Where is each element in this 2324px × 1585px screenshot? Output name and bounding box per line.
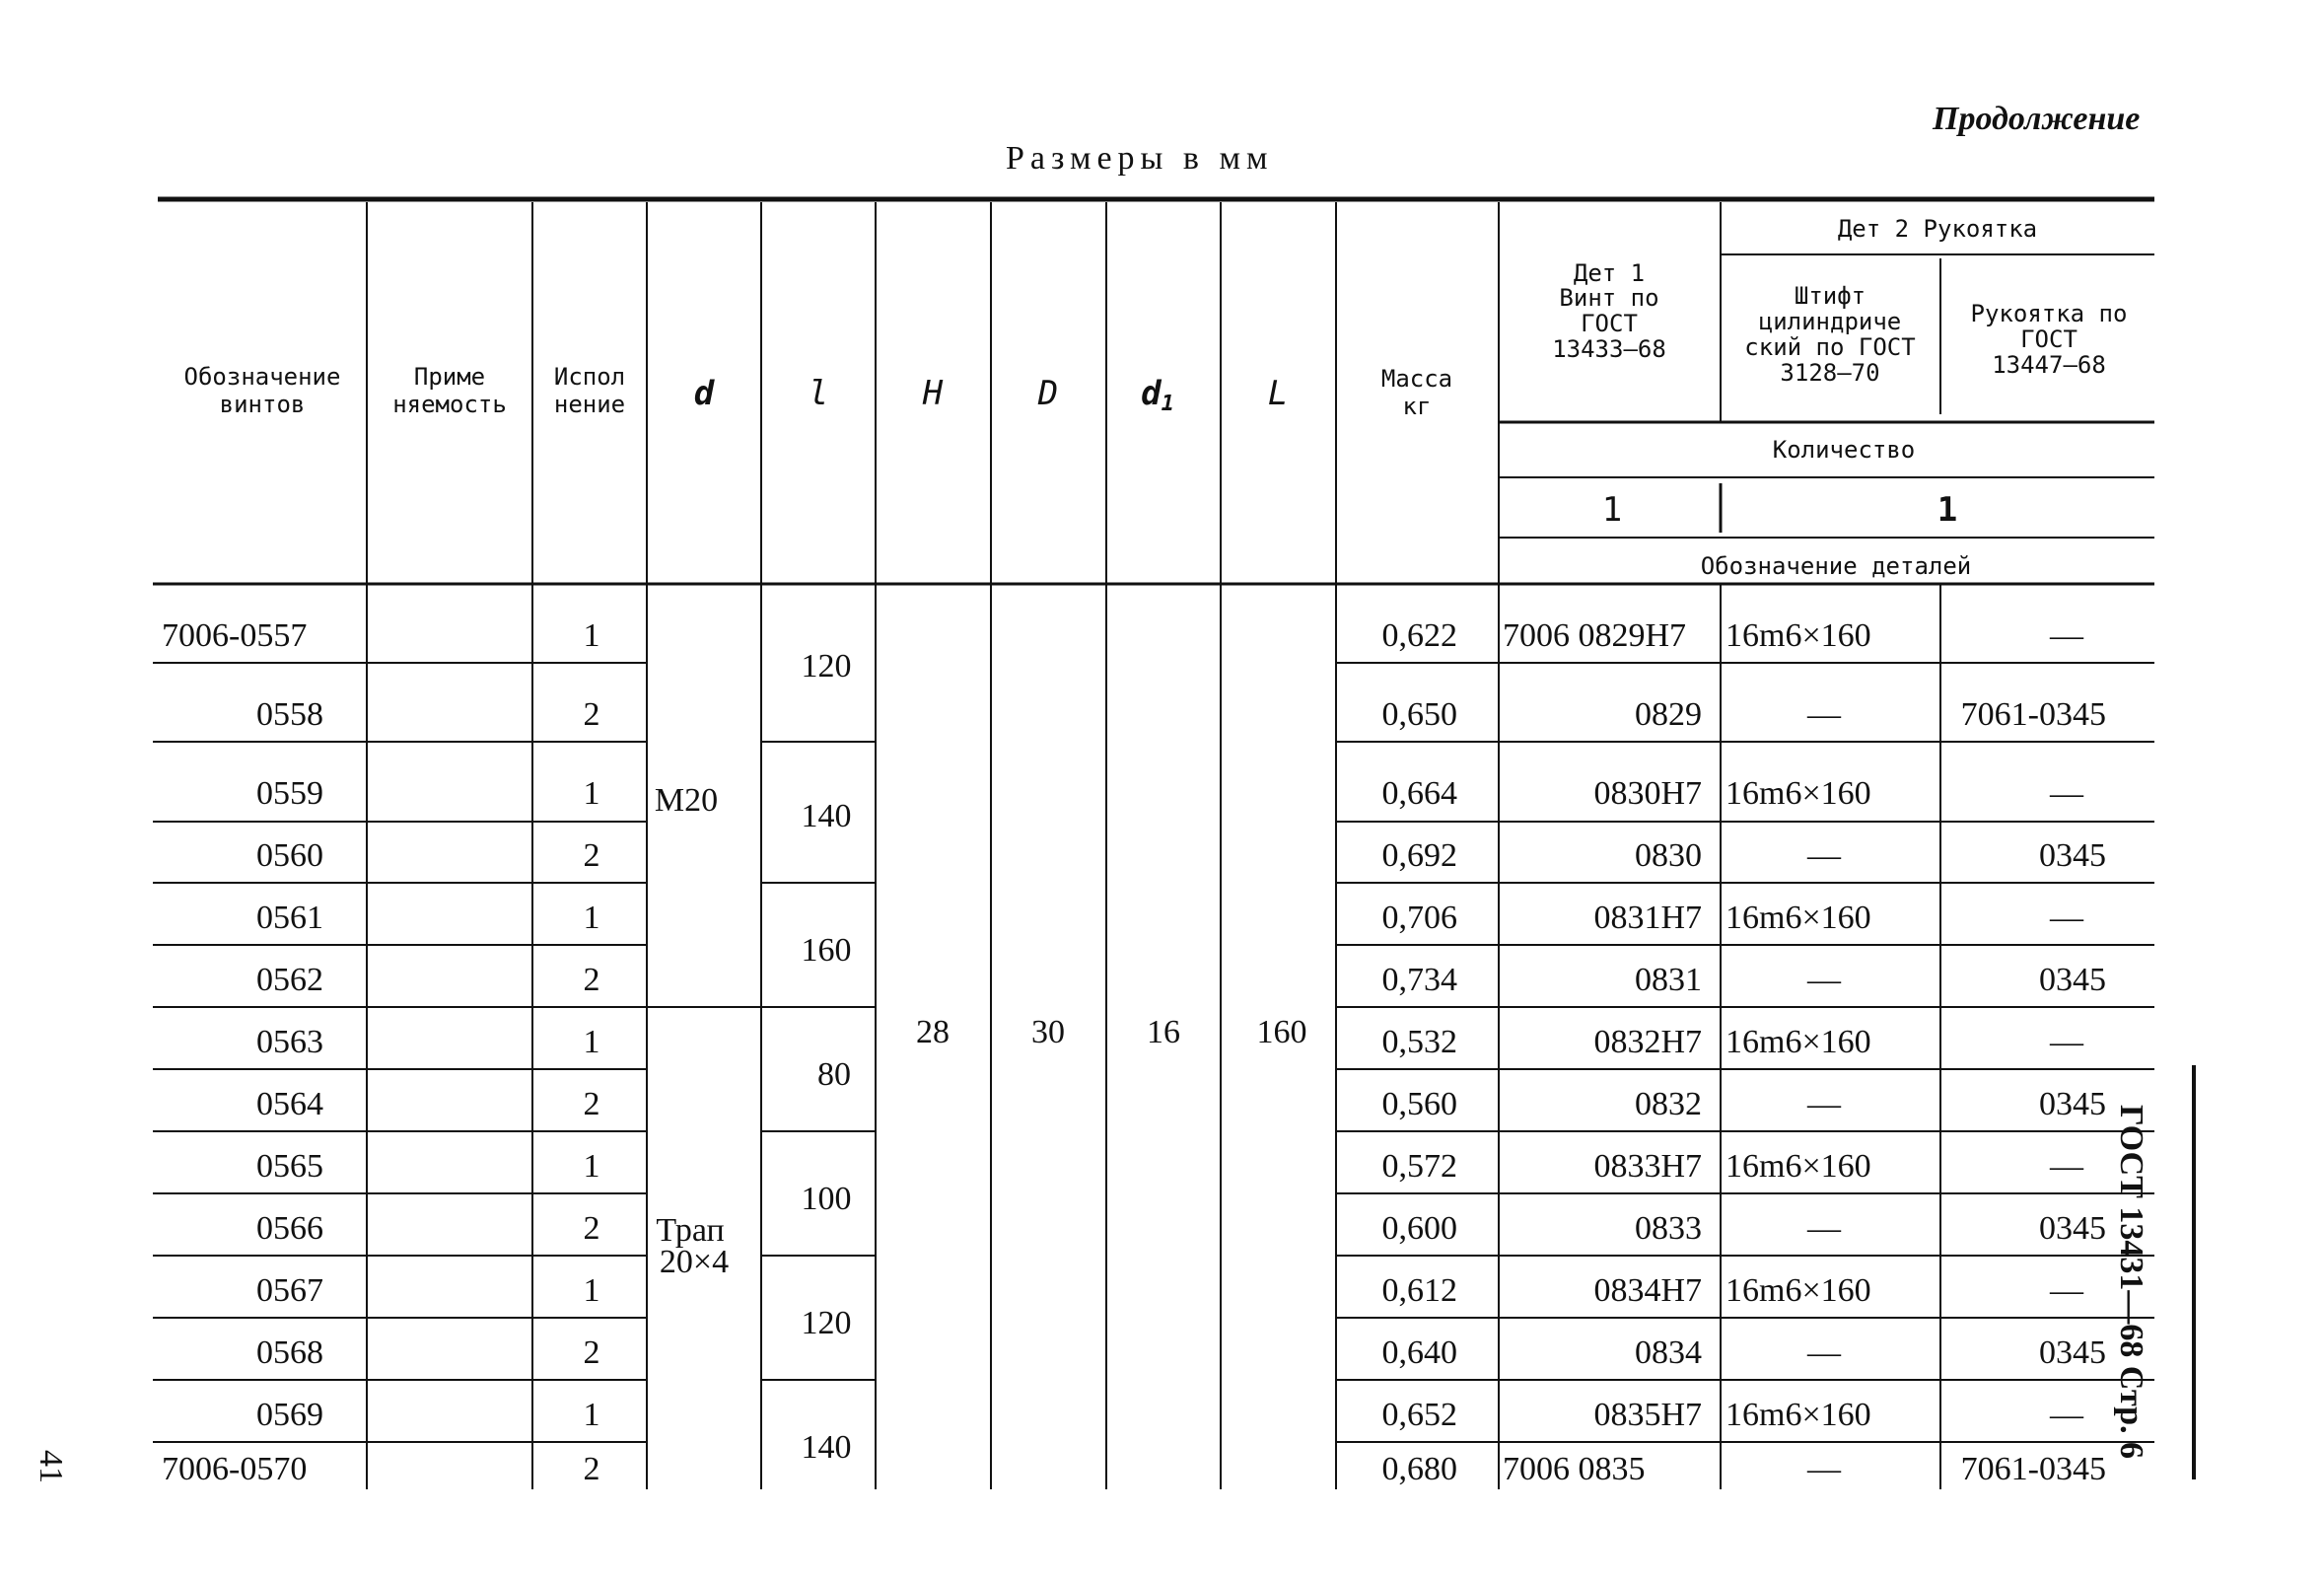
cell-mass: 0,664 (1381, 775, 1457, 812)
table-row (256, 900, 2084, 936)
merged-cells (655, 648, 1307, 1466)
cell-screw: 0832 (1635, 1086, 1702, 1122)
header-pin-line4: 3128—70 (1780, 359, 1880, 387)
cell-mass: 0,640 (1381, 1334, 1457, 1371)
cell-designation: 7006-0557 (162, 617, 308, 654)
cell-version: 1 (583, 1397, 600, 1433)
cell-pin: — (1807, 696, 1841, 733)
cell-handle: 0345 (2039, 1334, 2106, 1371)
d-m20: М20 (654, 782, 719, 819)
table-row (256, 837, 2106, 874)
cell-designation: 0558 (256, 696, 323, 733)
l-value-3: 160 (801, 932, 852, 969)
cell-mass: 0,532 (1381, 1024, 1457, 1060)
header-part-designation: Обозначение деталей (1700, 552, 1972, 580)
header-designation-line1: Обозначение (183, 363, 341, 391)
cell-screw: 0830 (1635, 837, 1702, 874)
table-row (256, 962, 2106, 998)
header-quantity: Количество (1772, 436, 1916, 464)
cell-mass: 0,560 (1381, 1086, 1457, 1122)
header-handle-line2: ГОСТ (2020, 325, 2078, 353)
cell-designation: 0560 (256, 837, 323, 874)
cell-screw: 0829 (1635, 696, 1702, 733)
cell-handle: 0345 (2039, 1210, 2106, 1247)
cell-version: 2 (583, 696, 600, 733)
header-handle-line1: Рукоятка по (1970, 300, 2128, 327)
header-part1-line1: Дет 1 (1573, 259, 1646, 287)
cell-handle: 0345 (2039, 1086, 2106, 1122)
cell-pin: — (1807, 1210, 1841, 1247)
header-l: l (808, 374, 829, 413)
cell-handle: — (2050, 1024, 2083, 1060)
continuation-label: Продолжение (1933, 101, 2141, 137)
cell-designation: 0565 (256, 1148, 323, 1185)
cell-screw: 0833 (1635, 1210, 1702, 1247)
cell-pin: 16m6×160 (1725, 1148, 1871, 1185)
standard-side-label: ГОСТ 13431—68 Стр. 6 (2113, 1105, 2149, 1460)
header-H: H (922, 374, 944, 413)
cell-version: 1 (583, 1148, 600, 1185)
cell-pin: 16m6×160 (1725, 900, 1871, 936)
cell-handle: — (2050, 1397, 2083, 1433)
cell-mass: 0,612 (1381, 1272, 1457, 1309)
header-pin-line2: цилиндриче (1758, 308, 1902, 335)
header-mass-line1: Масса (1380, 365, 1453, 393)
cell-mass: 0,734 (1381, 962, 1457, 998)
cell-mass: 0,652 (1381, 1397, 1457, 1433)
cell-designation: 0566 (256, 1210, 323, 1247)
header-qty2: 1 (1937, 490, 1958, 530)
H-value: 28 (916, 1014, 950, 1050)
cell-pin: — (1807, 1451, 1841, 1487)
cell-version: 1 (583, 900, 600, 936)
header-d: d (693, 374, 715, 413)
cell-pin: — (1807, 1334, 1841, 1371)
table-row (256, 1397, 2084, 1433)
cell-pin: 16m6×160 (1725, 617, 1871, 654)
cell-screw: 0833Н7 (1593, 1148, 1702, 1185)
header-pin-line1: Штифт (1794, 282, 1866, 310)
cell-handle: — (2050, 775, 2083, 812)
header-designation-line2: винтов (219, 391, 306, 418)
cell-screw: 0835Н7 (1593, 1397, 1702, 1433)
header-handle-line3: 13447—68 (1992, 351, 2106, 379)
cell-handle: 0345 (2039, 837, 2106, 874)
cell-designation: 0564 (256, 1086, 323, 1122)
cell-designation: 0559 (256, 775, 323, 812)
cell-mass: 0,692 (1381, 837, 1457, 874)
table-row (256, 1334, 2106, 1371)
header-mass-line2: кг (1402, 393, 1432, 420)
units-title: Размеры в мм (1006, 140, 1274, 177)
cell-version: 2 (583, 1451, 600, 1487)
header-part1-line3: ГОСТ (1581, 310, 1638, 337)
cell-pin: 16m6×160 (1725, 1397, 1871, 1433)
cell-screw: 0830Н7 (1593, 775, 1702, 812)
l-value-6: 120 (801, 1305, 852, 1341)
cell-handle: — (2050, 617, 2083, 654)
table-row (162, 617, 2084, 654)
header-part2: Дет 2 Рукоятка (1837, 215, 2038, 243)
table-row (162, 1451, 2106, 1487)
table-row (256, 1272, 2084, 1309)
header-part1-line2: Винт по (1559, 284, 1659, 312)
cell-version: 1 (583, 617, 600, 654)
header-version-line1: Испол (553, 363, 626, 391)
cell-pin: 16m6×160 (1725, 775, 1871, 812)
cell-mass: 0,600 (1381, 1210, 1457, 1247)
cell-designation: 0569 (256, 1397, 323, 1433)
cell-handle: — (2050, 1148, 2083, 1185)
cell-version: 2 (583, 1210, 600, 1247)
cell-version: 1 (583, 1272, 600, 1309)
header-pin-line3: ский по ГОСТ (1744, 333, 1916, 361)
d-trap-line2: 20×4 (659, 1244, 730, 1280)
cell-screw: 0831Н7 (1593, 900, 1702, 936)
table-row (256, 1148, 2084, 1185)
table-header (184, 215, 2128, 580)
D-value: 30 (1031, 1014, 1065, 1050)
l-value-7: 140 (801, 1429, 852, 1466)
cell-designation: 0563 (256, 1024, 323, 1060)
d1-value: 16 (1147, 1014, 1180, 1050)
l-value-5: 100 (801, 1181, 852, 1217)
cell-pin: 16m6×160 (1725, 1024, 1871, 1060)
header-d1: d1 (1141, 374, 1174, 416)
table-row (256, 1086, 2106, 1122)
cell-version: 1 (583, 775, 600, 812)
cell-version: 2 (583, 962, 600, 998)
header-applicability-line2: няемость (392, 391, 507, 418)
cell-pin: 16m6×160 (1725, 1272, 1871, 1309)
cell-pin: — (1807, 962, 1841, 998)
header-part1-line4: 13433—68 (1552, 335, 1666, 363)
cell-designation: 7006-0570 (162, 1451, 308, 1487)
cell-designation: 0562 (256, 962, 323, 998)
d-trap-line1: Трап (656, 1212, 725, 1249)
cell-handle: 7061-0345 (1960, 696, 2106, 733)
header-version-line2: нение (553, 391, 626, 418)
L-value: 160 (1256, 1014, 1307, 1050)
cell-mass: 0,572 (1381, 1148, 1457, 1185)
cell-version: 1 (583, 1024, 600, 1060)
cell-mass: 0,622 (1381, 617, 1457, 654)
cell-screw: 0831 (1635, 962, 1702, 998)
cell-pin: — (1807, 1086, 1841, 1122)
cell-designation: 0561 (256, 900, 323, 936)
cell-pin: — (1807, 837, 1841, 874)
table-row (256, 775, 2084, 812)
header-D: D (1037, 374, 1059, 413)
cell-mass: 0,680 (1381, 1451, 1457, 1487)
cell-mass: 0,706 (1381, 900, 1457, 936)
table-rows (162, 617, 2106, 1487)
cell-version: 2 (583, 1334, 600, 1371)
cell-screw: 7006 0835 (1503, 1451, 1646, 1487)
cell-screw: 7006 0829Н7 (1503, 617, 1687, 654)
header-L: L (1267, 374, 1289, 413)
cell-screw: 0834Н7 (1593, 1272, 1702, 1309)
cell-screw: 0834 (1635, 1334, 1702, 1371)
page-number: 41 (33, 1450, 69, 1483)
cell-designation: 0568 (256, 1334, 323, 1371)
header-qty1: 1 (1601, 490, 1623, 530)
cell-handle: — (2050, 900, 2083, 936)
cell-version: 2 (583, 837, 600, 874)
l-value-1: 120 (801, 648, 852, 684)
l-value-2: 140 (801, 798, 852, 834)
table-row (256, 1210, 2106, 1247)
cell-handle: 0345 (2039, 962, 2106, 998)
header-applicability-line1: Приме (413, 363, 486, 391)
cell-mass: 0,650 (1381, 696, 1457, 733)
cell-screw: 0832Н7 (1593, 1024, 1702, 1060)
l-value-4: 80 (817, 1056, 851, 1093)
cell-handle: 7061-0345 (1960, 1451, 2106, 1487)
cell-version: 2 (583, 1086, 600, 1122)
cell-designation: 0567 (256, 1272, 323, 1309)
table-row (256, 696, 2106, 733)
cell-handle: — (2050, 1272, 2083, 1309)
